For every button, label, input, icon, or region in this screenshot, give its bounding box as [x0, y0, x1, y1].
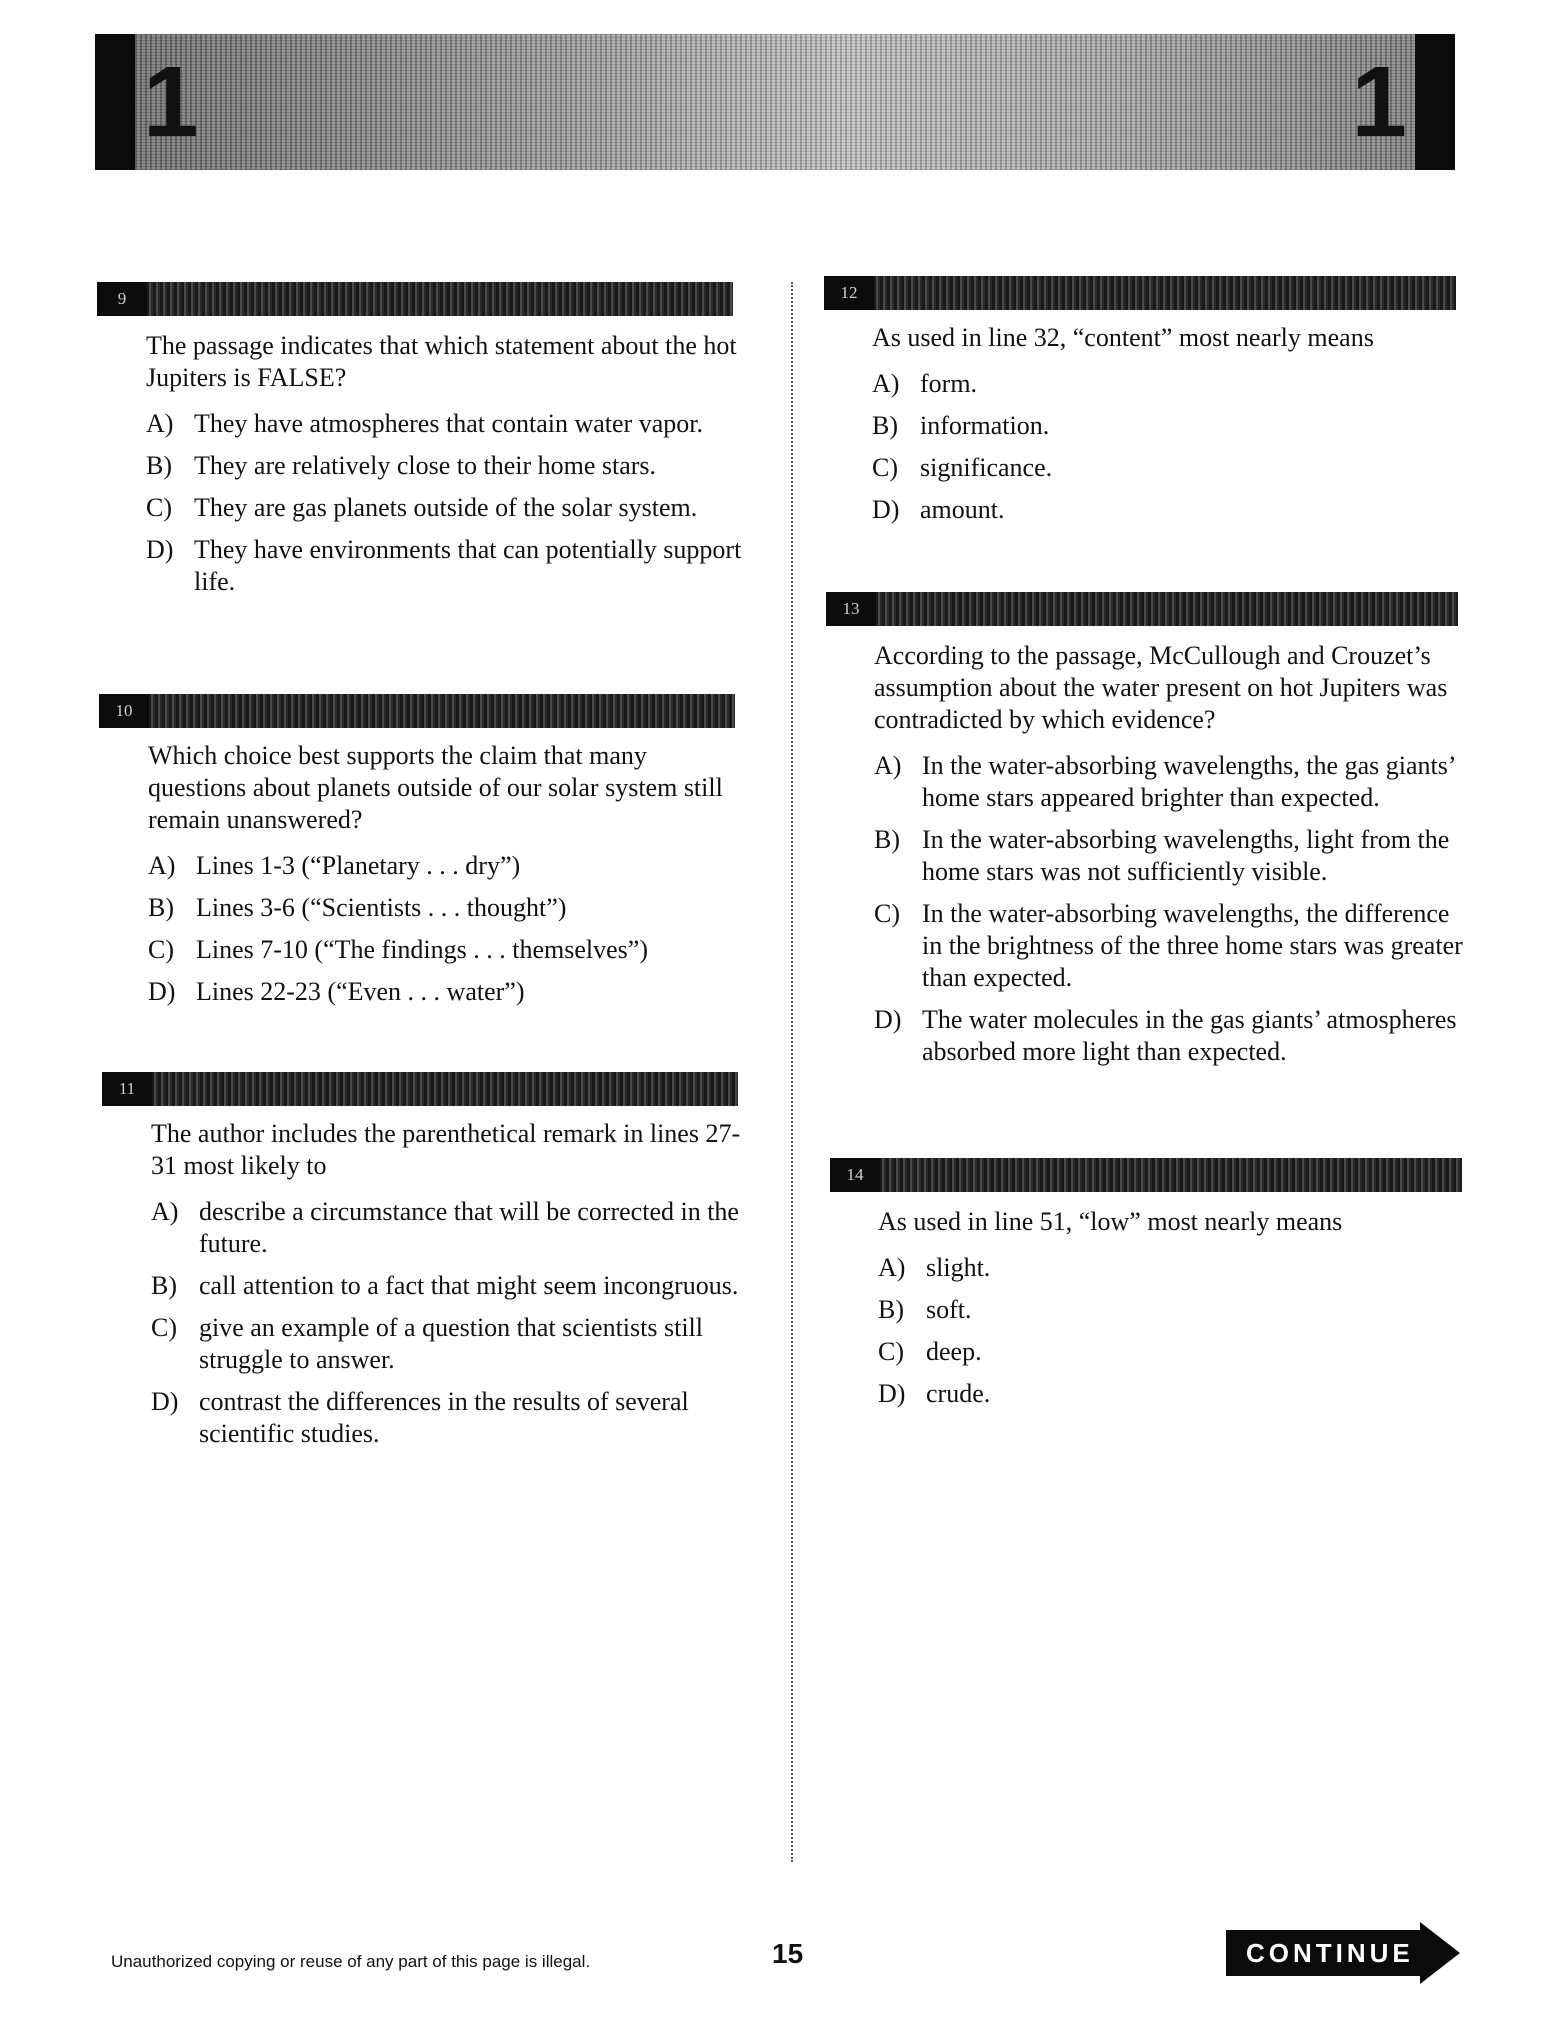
option-text: call attention to a fact that might seem incongruous.	[199, 1271, 739, 1300]
option-text: Lines 22-23 (“Even . . . water”)	[196, 977, 525, 1006]
answer-option-c[interactable]	[148, 934, 748, 966]
question-stem: Which choice best supports the claim that many questions about planets outside of our solar system still remain unanswered?	[148, 741, 723, 834]
answer-option-a[interactable]	[878, 1252, 1478, 1284]
question-9	[146, 330, 746, 608]
option-text: contrast the differences in the results of several scientific studies.	[199, 1387, 689, 1448]
option-letter: A)	[146, 409, 174, 438]
answer-option-b[interactable]	[146, 450, 746, 482]
question-12	[872, 322, 1472, 536]
answer-option-a[interactable]	[872, 368, 1472, 400]
option-letter: D)	[146, 535, 174, 564]
option-text: They have atmospheres that contain water vapor.	[194, 409, 703, 438]
continue-label: CONTINUE	[1246, 1938, 1414, 1968]
question-stem: As used in line 51, “low” most nearly means	[878, 1207, 1343, 1236]
column-divider	[791, 282, 793, 1862]
question-13	[874, 640, 1464, 1078]
option-text: Lines 7-10 (“The findings . . . themselves”)	[196, 935, 648, 964]
option-text: give an example of a question that scientists still struggle to answer.	[199, 1313, 704, 1374]
page-number: 15	[772, 1938, 804, 1969]
option-letter: B)	[151, 1271, 177, 1300]
banner-block-left	[95, 34, 135, 170]
answer-option-a[interactable]	[146, 408, 746, 440]
question-stem: As used in line 32, “content” most nearly means	[872, 323, 1374, 352]
question-10	[148, 740, 748, 1018]
arrow-right-icon	[1420, 1922, 1460, 1984]
option-letter: A)	[148, 851, 176, 880]
answer-option-c[interactable]	[146, 492, 746, 524]
answer-option-b[interactable]	[148, 892, 748, 924]
answer-option-b[interactable]	[151, 1270, 751, 1302]
option-text: form.	[920, 369, 978, 398]
option-letter: D)	[874, 1005, 902, 1034]
option-letter: A)	[878, 1253, 906, 1282]
answer-option-d[interactable]	[874, 1004, 1464, 1068]
option-text: Lines 3-6 (“Scientists . . . thought”)	[196, 893, 567, 922]
option-letter: C)	[146, 493, 172, 522]
answer-option-c[interactable]	[151, 1312, 751, 1376]
answer-option-d[interactable]	[878, 1378, 1478, 1410]
question-number: 10	[99, 694, 149, 728]
option-letter: C)	[148, 935, 174, 964]
banner-block-right	[1415, 34, 1455, 170]
question-stem: The author includes the parenthetical remark in lines 27-31 most likely to	[151, 1119, 741, 1180]
question-stem: The passage indicates that which statement about the hot Jupiters is FALSE?	[146, 331, 737, 392]
answer-option-b[interactable]	[872, 410, 1472, 442]
section-banner	[95, 34, 1455, 170]
option-letter: C)	[878, 1337, 904, 1366]
question-number: 12	[824, 276, 874, 310]
section-number-right: 1	[1351, 46, 1407, 158]
question-number: 9	[97, 282, 147, 316]
option-text: Lines 1-3 (“Planetary . . . dry”)	[196, 851, 521, 880]
option-text: They are gas planets outside of the solar system.	[194, 493, 698, 522]
question-number: 13	[826, 592, 876, 626]
option-letter: B)	[872, 411, 898, 440]
question-stem: According to the passage, McCullough and Crouzet’s assumption about the water present on hot Jupiters was contradicted by which evidence?	[874, 641, 1448, 734]
answer-option-c[interactable]	[872, 452, 1472, 484]
continue-button[interactable]	[1226, 1922, 1466, 1984]
answer-option-d[interactable]	[148, 976, 748, 1008]
option-text: In the water-absorbing wavelengths, the gas giants’ home stars appeared brighter than expected.	[922, 751, 1455, 812]
answer-option-d[interactable]	[146, 534, 746, 598]
option-letter: A)	[872, 369, 900, 398]
option-letter: A)	[151, 1197, 179, 1226]
option-letter: C)	[151, 1313, 177, 1342]
copyright-notice: Unauthorized copying or reuse of any part of this page is illegal.	[111, 1952, 591, 1971]
option-letter: B)	[878, 1295, 904, 1324]
option-letter: C)	[872, 453, 898, 482]
option-text: information.	[920, 411, 1050, 440]
option-text: They are relatively close to their home stars.	[194, 451, 657, 480]
option-text: In the water-absorbing wavelengths, light from the home stars was not sufficiently visible.	[922, 825, 1450, 886]
answer-option-b[interactable]	[878, 1294, 1478, 1326]
answer-option-d[interactable]	[151, 1386, 751, 1450]
option-text: soft.	[926, 1295, 972, 1324]
answer-option-d[interactable]	[872, 494, 1472, 526]
option-letter: B)	[148, 893, 174, 922]
question-number-bar	[824, 276, 1456, 310]
option-text: crude.	[926, 1379, 991, 1408]
answer-option-c[interactable]	[874, 898, 1464, 994]
question-number-bar	[99, 694, 735, 728]
option-text: amount.	[920, 495, 1005, 524]
option-text: significance.	[920, 453, 1053, 482]
option-letter: D)	[148, 977, 176, 1006]
option-letter: D)	[878, 1379, 906, 1408]
option-letter: B)	[874, 825, 900, 854]
section-number-left: 1	[143, 46, 199, 158]
answer-option-c[interactable]	[878, 1336, 1478, 1368]
option-letter: A)	[874, 751, 902, 780]
answer-option-a[interactable]	[151, 1196, 751, 1260]
option-text: In the water-absorbing wavelengths, the difference in the brightness of the three home stars was greater than expected.	[922, 899, 1463, 992]
question-number: 11	[102, 1072, 152, 1106]
option-text: The water molecules in the gas giants’ atmospheres absorbed more light than expected.	[922, 1005, 1457, 1066]
option-letter: C)	[874, 899, 900, 928]
question-number-bar	[97, 282, 733, 316]
question-11	[151, 1118, 751, 1460]
option-text: describe a circumstance that will be corrected in the future.	[199, 1197, 739, 1258]
answer-option-b[interactable]	[874, 824, 1464, 888]
question-number-bar	[102, 1072, 738, 1106]
option-text: deep.	[926, 1337, 982, 1366]
option-text: slight.	[926, 1253, 991, 1282]
question-number-bar	[826, 592, 1458, 626]
option-text: They have environments that can potentially support life.	[194, 535, 742, 596]
answer-option-a[interactable]	[148, 850, 748, 882]
option-letter: D)	[151, 1387, 179, 1416]
question-14	[878, 1206, 1478, 1420]
question-number: 14	[830, 1158, 880, 1192]
option-letter: B)	[146, 451, 172, 480]
question-number-bar	[830, 1158, 1462, 1192]
answer-option-a[interactable]	[874, 750, 1464, 814]
option-letter: D)	[872, 495, 900, 524]
